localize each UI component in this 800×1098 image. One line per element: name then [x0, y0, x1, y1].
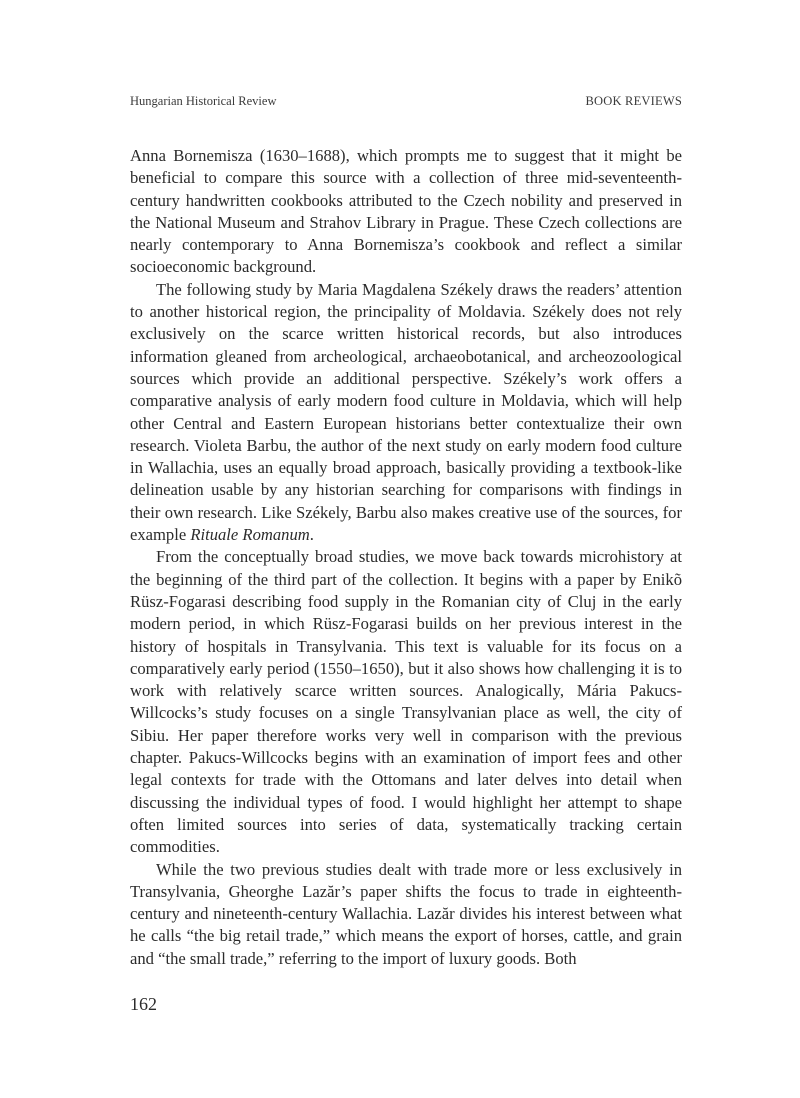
running-head [130, 94, 682, 112]
paragraph-cluj-sibiu: From the conceptually broad studies, we move back towards microhistory at the beginning of the third part of the collection. It begins with a paper by Enikõ Rüsz-Fogarasi describing food supply in the Romanian city of Cluj in the early modern period, in which Rüsz-Fogarasi builds on her previous interest in the history of hospitals in Transylvania. This text is valuable for its focus on a comparatively early period (1550–1650), but it also shows how challenging it is to work with relatively scarce written sources. Analogically, Mária Pakucs-Willcocks’s study focuses on a single Transylvanian place as well, the city of Sibiu. Her paper therefore works very well in comparison with the previous chapter. Pakucs-Willcocks begins with an examination of import fees and other legal contexts for trade with the Ottomans and later delves into detail when discussing the individual types of food. I would highlight her attempt to shape often limited sources into series of data, systematically tracking certain commodities. [130, 547, 682, 857]
paragraph-continued: Anna Bornemisza (1630–1688), which prompts me to suggest that it might be beneficial to compare this source with a collection of three mid-seventeenth-century handwritten cookbooks attributed to the Czech nobility and preserved in the National Museum and Strahov Library in Prague. These Czech collections are nearly contemporary to Anna Bornemisza’s cookbook and reflect a similar socioeconomic background. [130, 146, 682, 277]
italic-title: Rituale Romanum [190, 525, 310, 545]
paragraph-szekely-barbu [130, 279, 682, 547]
paragraph-text-end: . [309, 525, 314, 545]
section-title: BOOK REVIEWS [585, 94, 682, 108]
paragraph-text: The following study by Maria Magdalena Székely draws the readers’ attention to another historical region, the principality of Moldavia. Székely does not rely exclusively on the scarce written historical records, but also introduces information gleaned from archeological, archaeobotanical, and archeozoological sources which provide an additional perspective. Székely’s work offers a comparative analysis of early modern food culture in Moldavia, which will help other Central and Eastern European historians better contextualize their own research. Violeta Barbu, the author of the next study on early modern food culture in Wallachia, uses an equally broad approach, basically providing a textbook-like delineation usable by any historian searching for comparisons with findings in their own research. Like Székely, Barbu also makes creative use of the sources, for example [130, 279, 682, 545]
body-text [130, 145, 682, 970]
paragraph-wallachia-trade: While the two previous studies dealt with trade more or less exclusively in Transylvania, Gheorghe Lazăr’s paper shifts the focus to trade in eighteenth-century and nineteenth-century Wallachia. Lazăr divides his interest between what he calls “the big retail trade,” which means the export of horses, cattle, and grain and “the small trade,” referring to the import of luxury goods. Both [130, 859, 682, 968]
page-number: 162 [130, 994, 157, 1014]
journal-title: Hungarian Historical Review [130, 94, 277, 108]
